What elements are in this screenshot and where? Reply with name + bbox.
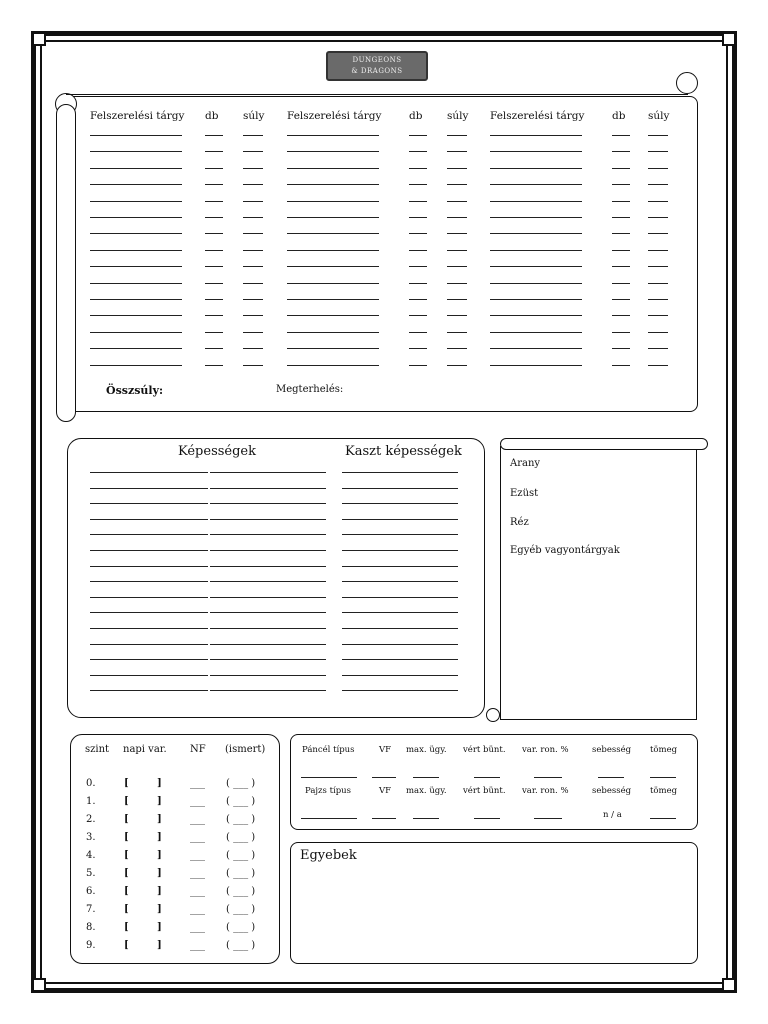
skills-title: Képességek	[178, 444, 256, 459]
equip-blank-line[interactable]	[287, 135, 379, 136]
equip-blank-line[interactable]	[648, 184, 668, 185]
armor-blank-line[interactable]	[372, 818, 396, 819]
equip-blank-line[interactable]	[205, 217, 223, 218]
equip-blank-line[interactable]	[90, 365, 182, 366]
equip-blank-line[interactable]	[243, 233, 263, 234]
equip-blank-line[interactable]	[205, 151, 223, 152]
spell-daily-bracket-open: [	[124, 832, 129, 843]
spell-level: 6.	[86, 886, 96, 897]
ability-blank-line[interactable]	[210, 503, 326, 504]
ability-blank-line[interactable]	[210, 628, 326, 629]
spell-level: 2.	[86, 814, 96, 825]
equip-blank-line[interactable]	[490, 348, 582, 349]
spell-daily-bracket-close: ]	[157, 940, 162, 951]
equip-col-item-header: Felszerelési tárgy	[287, 110, 382, 122]
equip-blank-line[interactable]	[447, 348, 467, 349]
spell-known-header: (ismert)	[225, 744, 266, 755]
equip-col-item-header: Felszerelési tárgy	[490, 110, 585, 122]
ability-blank-line[interactable]	[90, 612, 208, 613]
equip-blank-line[interactable]	[490, 217, 582, 218]
ability-blank-line[interactable]	[90, 675, 208, 676]
ability-blank-line[interactable]	[210, 519, 326, 520]
equip-blank-line[interactable]	[447, 184, 467, 185]
spell-known-field[interactable]: ( ___ )	[226, 886, 256, 897]
ability-blank-line[interactable]	[342, 488, 458, 489]
spell-daily-bracket-close: ]	[157, 832, 162, 843]
ability-blank-line[interactable]	[210, 659, 326, 660]
equip-blank-line[interactable]	[287, 315, 379, 316]
spell-dc-field[interactable]: ___	[190, 850, 205, 861]
spell-dc-field[interactable]: ___	[190, 814, 205, 825]
equip-blank-line[interactable]	[490, 250, 582, 251]
ability-blank-line[interactable]	[342, 675, 458, 676]
ability-blank-line[interactable]	[342, 472, 458, 473]
ability-blank-line[interactable]	[210, 566, 326, 567]
ability-blank-line[interactable]	[342, 690, 458, 691]
spell-daily-bracket-close: ]	[157, 886, 162, 897]
armor-blank-line[interactable]	[534, 777, 562, 778]
equip-blank-line[interactable]	[612, 266, 630, 267]
class-abilities-title: Kaszt képességek	[345, 444, 462, 459]
spell-daily-bracket-close: ]	[157, 850, 162, 861]
equip-blank-line[interactable]	[409, 201, 427, 202]
armor-blank-line[interactable]	[598, 777, 624, 778]
armor-check-penalty-label: vért bünt.	[463, 745, 506, 755]
equip-blank-line[interactable]	[409, 315, 427, 316]
armor-blank-line[interactable]	[650, 777, 676, 778]
spell-dc-header: NF	[190, 744, 206, 755]
equip-blank-line[interactable]	[90, 168, 182, 169]
corner-ornament	[722, 32, 736, 46]
abilities-panel	[67, 438, 485, 718]
spell-daily-bracket-open: [	[124, 940, 129, 951]
ability-blank-line[interactable]	[342, 597, 458, 598]
equip-blank-line[interactable]	[243, 168, 263, 169]
equip-blank-line[interactable]	[287, 332, 379, 333]
equip-blank-line[interactable]	[447, 266, 467, 267]
ability-blank-line[interactable]	[210, 472, 326, 473]
equip-blank-line[interactable]	[409, 348, 427, 349]
equip-blank-line[interactable]	[243, 151, 263, 152]
ability-blank-line[interactable]	[90, 597, 208, 598]
corner-ornament	[32, 978, 46, 992]
ability-blank-line[interactable]	[342, 519, 458, 520]
spell-daily-bracket-close: ]	[157, 814, 162, 825]
ability-blank-line[interactable]	[342, 503, 458, 504]
spell-dc-field[interactable]: ___	[190, 904, 205, 915]
shield-check-penalty-label: vért bünt.	[463, 786, 506, 796]
equip-blank-line[interactable]	[490, 135, 582, 136]
armor-blank-line[interactable]	[301, 818, 357, 819]
ability-blank-line[interactable]	[90, 534, 208, 535]
silver-label: Ezüst	[510, 488, 539, 499]
armor-blank-line[interactable]	[650, 818, 676, 819]
spell-known-field[interactable]: ( ___ )	[226, 868, 256, 879]
armor-speed-label: sebesség	[592, 745, 632, 755]
spell-dc-field[interactable]: ___	[190, 832, 205, 843]
ability-blank-line[interactable]	[210, 675, 326, 676]
ability-blank-line[interactable]	[342, 581, 458, 582]
spell-level: 1.	[86, 796, 96, 807]
equip-blank-line[interactable]	[90, 184, 182, 185]
equip-blank-line[interactable]	[447, 135, 467, 136]
spell-daily-bracket-open: [	[124, 814, 129, 825]
equip-blank-line[interactable]	[409, 151, 427, 152]
ability-blank-line[interactable]	[90, 550, 208, 551]
equip-blank-line[interactable]	[287, 266, 379, 267]
equip-blank-line[interactable]	[447, 201, 467, 202]
equip-col-weight-header: súly	[243, 110, 265, 122]
total-weight-label: Összsúly:	[106, 384, 164, 397]
equip-blank-line[interactable]	[612, 135, 630, 136]
equip-blank-line[interactable]	[243, 135, 263, 136]
armor-blank-line[interactable]	[413, 818, 439, 819]
armor-max-dex-label: max. ügy.	[406, 745, 447, 755]
equip-blank-line[interactable]	[612, 348, 630, 349]
equip-blank-line[interactable]	[612, 151, 630, 152]
equip-blank-line[interactable]	[612, 201, 630, 202]
equip-blank-line[interactable]	[648, 266, 668, 267]
ability-blank-line[interactable]	[342, 659, 458, 660]
equip-col-weight-header: súly	[648, 110, 670, 122]
ability-blank-line[interactable]	[90, 488, 208, 489]
spell-known-field[interactable]: ( ___ )	[226, 904, 256, 915]
equip-blank-line[interactable]	[409, 283, 427, 284]
ability-blank-line[interactable]	[90, 519, 208, 520]
spell-level: 8.	[86, 922, 96, 933]
equip-blank-line[interactable]	[490, 168, 582, 169]
equip-blank-line[interactable]	[90, 299, 182, 300]
equip-blank-line[interactable]	[287, 283, 379, 284]
ability-blank-line[interactable]	[90, 659, 208, 660]
shield-ac-label: VF	[379, 786, 392, 796]
equip-blank-line[interactable]	[648, 365, 668, 366]
equip-blank-line[interactable]	[490, 283, 582, 284]
spell-dc-field[interactable]: ___	[190, 922, 205, 933]
equip-blank-line[interactable]	[90, 217, 182, 218]
armor-blank-line[interactable]	[301, 777, 357, 778]
spell-known-field[interactable]: ( ___ )	[226, 832, 256, 843]
spell-known-field[interactable]: ( ___ )	[226, 850, 256, 861]
equip-blank-line[interactable]	[205, 299, 223, 300]
equip-blank-line[interactable]	[90, 151, 182, 152]
equip-blank-line[interactable]	[205, 184, 223, 185]
equip-blank-line[interactable]	[612, 365, 630, 366]
ability-blank-line[interactable]	[342, 628, 458, 629]
spell-daily-bracket-close: ]	[157, 922, 162, 933]
armor-weight-label: tömeg	[650, 745, 678, 755]
equip-blank-line[interactable]	[90, 266, 182, 267]
equip-blank-line[interactable]	[612, 283, 630, 284]
corner-ornament	[32, 32, 46, 46]
ability-blank-line[interactable]	[210, 550, 326, 551]
ability-blank-line[interactable]	[342, 612, 458, 613]
equip-blank-line[interactable]	[243, 283, 263, 284]
shield-max-dex-label: max. ügy.	[406, 786, 447, 796]
equip-blank-line[interactable]	[287, 201, 379, 202]
equip-blank-line[interactable]	[612, 315, 630, 316]
equip-blank-line[interactable]	[648, 168, 668, 169]
equip-blank-line[interactable]	[409, 233, 427, 234]
spell-daily-bracket-open: [	[124, 778, 129, 789]
gold-label: Arany	[510, 458, 541, 469]
ability-blank-line[interactable]	[342, 550, 458, 551]
equip-blank-line[interactable]	[243, 365, 263, 366]
ability-blank-line[interactable]	[90, 503, 208, 504]
equip-blank-line[interactable]	[287, 233, 379, 234]
spell-daily-bracket-open: [	[124, 868, 129, 879]
spell-daily-bracket-open: [	[124, 796, 129, 807]
equip-blank-line[interactable]	[648, 250, 668, 251]
equip-col-qty-header: db	[409, 110, 423, 122]
ability-blank-line[interactable]	[342, 644, 458, 645]
equip-blank-line[interactable]	[90, 315, 182, 316]
equip-blank-line[interactable]	[648, 151, 668, 152]
equip-blank-line[interactable]	[287, 299, 379, 300]
equip-blank-line[interactable]	[90, 348, 182, 349]
equip-blank-line[interactable]	[243, 315, 263, 316]
armor-blank-line[interactable]	[474, 777, 500, 778]
equip-blank-line[interactable]	[205, 315, 223, 316]
equip-blank-line[interactable]	[205, 250, 223, 251]
ability-blank-line[interactable]	[90, 472, 208, 473]
shield-weight-label: tömeg	[650, 786, 678, 796]
equip-blank-line[interactable]	[243, 348, 263, 349]
armor-blank-line[interactable]	[413, 777, 439, 778]
spell-known-field[interactable]: ( ___ )	[226, 814, 256, 825]
equip-blank-line[interactable]	[205, 135, 223, 136]
ability-blank-line[interactable]	[210, 612, 326, 613]
equip-blank-line[interactable]	[205, 348, 223, 349]
equip-blank-line[interactable]	[447, 168, 467, 169]
equip-blank-line[interactable]	[409, 135, 427, 136]
equip-blank-line[interactable]	[612, 332, 630, 333]
equip-blank-line[interactable]	[287, 217, 379, 218]
equip-blank-line[interactable]	[447, 233, 467, 234]
equip-col-qty-header: db	[205, 110, 219, 122]
equip-blank-line[interactable]	[648, 201, 668, 202]
equip-blank-line[interactable]	[648, 348, 668, 349]
ability-blank-line[interactable]	[210, 488, 326, 489]
equip-blank-line[interactable]	[648, 332, 668, 333]
armor-spell-failure-label: var. ron. %	[522, 745, 569, 755]
equip-blank-line[interactable]	[648, 315, 668, 316]
equip-blank-line[interactable]	[490, 266, 582, 267]
armor-blank-line[interactable]	[534, 818, 562, 819]
shield-speed-label: sebesség	[592, 786, 632, 796]
equip-blank-line[interactable]	[243, 299, 263, 300]
equip-blank-line[interactable]	[612, 299, 630, 300]
equip-blank-line[interactable]	[409, 184, 427, 185]
ability-blank-line[interactable]	[210, 581, 326, 582]
equip-blank-line[interactable]	[243, 201, 263, 202]
ability-blank-line[interactable]	[210, 690, 326, 691]
scroll-curl-right	[676, 72, 698, 94]
equip-blank-line[interactable]	[490, 201, 582, 202]
spell-known-field[interactable]: ( ___ )	[226, 940, 256, 951]
equip-blank-line[interactable]	[447, 217, 467, 218]
spell-known-field[interactable]: ( ___ )	[226, 778, 256, 789]
equip-blank-line[interactable]	[205, 168, 223, 169]
equip-blank-line[interactable]	[490, 233, 582, 234]
equip-blank-line[interactable]	[205, 266, 223, 267]
armor-blank-line[interactable]	[372, 777, 396, 778]
equip-blank-line[interactable]	[447, 299, 467, 300]
equip-col-qty-header: db	[612, 110, 626, 122]
equip-blank-line[interactable]	[287, 365, 379, 366]
equip-blank-line[interactable]	[409, 217, 427, 218]
ability-blank-line[interactable]	[210, 597, 326, 598]
equip-blank-line[interactable]	[205, 332, 223, 333]
equip-blank-line[interactable]	[90, 201, 182, 202]
equip-blank-line[interactable]	[490, 315, 582, 316]
equip-blank-line[interactable]	[648, 217, 668, 218]
copper-label: Réz	[510, 517, 529, 528]
spell-daily-bracket-close: ]	[157, 796, 162, 807]
spell-daily-bracket-open: [	[124, 850, 129, 861]
other-valuables-label: Egyéb vagyontárgyak	[510, 545, 620, 556]
equip-blank-line[interactable]	[287, 250, 379, 251]
equip-blank-line[interactable]	[205, 283, 223, 284]
equip-blank-line[interactable]	[447, 250, 467, 251]
equip-blank-line[interactable]	[90, 283, 182, 284]
spell-daily-bracket-close: ]	[157, 868, 162, 879]
spell-daily-bracket-open: [	[124, 886, 129, 897]
equip-blank-line[interactable]	[490, 184, 582, 185]
equip-blank-line[interactable]	[490, 365, 582, 366]
equip-blank-line[interactable]	[287, 151, 379, 152]
armor-blank-line[interactable]	[474, 818, 500, 819]
equip-blank-line[interactable]	[490, 151, 582, 152]
equip-blank-line[interactable]	[409, 266, 427, 267]
spell-dc-field[interactable]: ___	[190, 868, 205, 879]
spell-dc-field[interactable]: ___	[190, 796, 205, 807]
equip-blank-line[interactable]	[648, 283, 668, 284]
ability-blank-line[interactable]	[90, 566, 208, 567]
spell-dc-field[interactable]: ___	[190, 886, 205, 897]
armor-type-label: Páncél típus	[302, 745, 355, 755]
scroll-roll-top	[500, 438, 708, 450]
spell-daily-header: napi var.	[123, 744, 167, 755]
spell-level: 3.	[86, 832, 96, 843]
spell-daily-bracket-open: [	[124, 904, 129, 915]
equip-blank-line[interactable]	[205, 233, 223, 234]
ability-blank-line[interactable]	[90, 644, 208, 645]
equip-blank-line[interactable]	[409, 250, 427, 251]
equip-col-item-header: Felszerelési tárgy	[90, 110, 185, 122]
spell-level-header: szint	[85, 744, 110, 755]
spell-daily-bracket-close: ]	[157, 778, 162, 789]
equip-blank-line[interactable]	[447, 365, 467, 366]
equip-blank-line[interactable]	[90, 135, 182, 136]
equip-blank-line[interactable]	[243, 250, 263, 251]
equip-blank-line[interactable]	[612, 250, 630, 251]
scroll-top-edge	[66, 94, 688, 95]
scroll-curl-bottom	[486, 708, 500, 722]
dnd-logo: DUNGEONS & DRAGONS	[326, 51, 428, 81]
equip-blank-line[interactable]	[447, 151, 467, 152]
ability-blank-line[interactable]	[342, 566, 458, 567]
equip-blank-line[interactable]	[409, 365, 427, 366]
spell-level: 4.	[86, 850, 96, 861]
equip-blank-line[interactable]	[243, 332, 263, 333]
shield-type-label: Pajzs típus	[305, 786, 351, 796]
spell-level: 9.	[86, 940, 96, 951]
equip-blank-line[interactable]	[648, 233, 668, 234]
ability-blank-line[interactable]	[342, 534, 458, 535]
ability-blank-line[interactable]	[210, 534, 326, 535]
spell-daily-bracket-open: [	[124, 922, 129, 933]
equip-blank-line[interactable]	[447, 315, 467, 316]
equip-blank-line[interactable]	[243, 217, 263, 218]
equip-blank-line[interactable]	[409, 168, 427, 169]
equip-blank-line[interactable]	[90, 233, 182, 234]
spell-dc-field[interactable]: ___	[190, 940, 205, 951]
shield-spell-failure-label: var. ron. %	[522, 786, 569, 796]
spell-level: 7.	[86, 904, 96, 915]
equip-blank-line[interactable]	[447, 332, 467, 333]
equip-col-weight-header: súly	[447, 110, 469, 122]
spell-known-field[interactable]: ( ___ )	[226, 922, 256, 933]
equip-blank-line[interactable]	[648, 299, 668, 300]
encumbrance-label: Megterhelés:	[276, 384, 344, 395]
spell-dc-field[interactable]: ___	[190, 778, 205, 789]
equip-blank-line[interactable]	[287, 184, 379, 185]
equip-blank-line[interactable]	[409, 332, 427, 333]
ability-blank-line[interactable]	[90, 628, 208, 629]
ability-blank-line[interactable]	[90, 690, 208, 691]
ability-blank-line[interactable]	[210, 644, 326, 645]
equip-blank-line[interactable]	[612, 233, 630, 234]
equip-blank-line[interactable]	[648, 135, 668, 136]
equip-blank-line[interactable]	[490, 299, 582, 300]
equip-blank-line[interactable]	[287, 168, 379, 169]
equip-blank-line[interactable]	[90, 250, 182, 251]
equip-blank-line[interactable]	[205, 365, 223, 366]
spell-level: 0.	[86, 778, 96, 789]
ability-blank-line[interactable]	[90, 581, 208, 582]
spell-daily-bracket-close: ]	[157, 904, 162, 915]
spell-level: 5.	[86, 868, 96, 879]
equip-blank-line[interactable]	[612, 217, 630, 218]
equip-blank-line[interactable]	[90, 332, 182, 333]
equip-blank-line[interactable]	[612, 168, 630, 169]
equip-blank-line[interactable]	[409, 299, 427, 300]
corner-ornament	[722, 978, 736, 992]
other-title: Egyebek	[300, 848, 357, 863]
equip-blank-line[interactable]	[287, 348, 379, 349]
equip-blank-line[interactable]	[243, 184, 263, 185]
spell-known-field[interactable]: ( ___ )	[226, 796, 256, 807]
equip-blank-line[interactable]	[612, 184, 630, 185]
shield-speed-value: n / a	[603, 810, 622, 820]
scroll-roll-left	[56, 104, 76, 422]
equip-blank-line[interactable]	[243, 266, 263, 267]
equip-blank-line[interactable]	[490, 332, 582, 333]
equip-blank-line[interactable]	[205, 201, 223, 202]
equip-blank-line[interactable]	[447, 283, 467, 284]
armor-ac-label: VF	[379, 745, 392, 755]
